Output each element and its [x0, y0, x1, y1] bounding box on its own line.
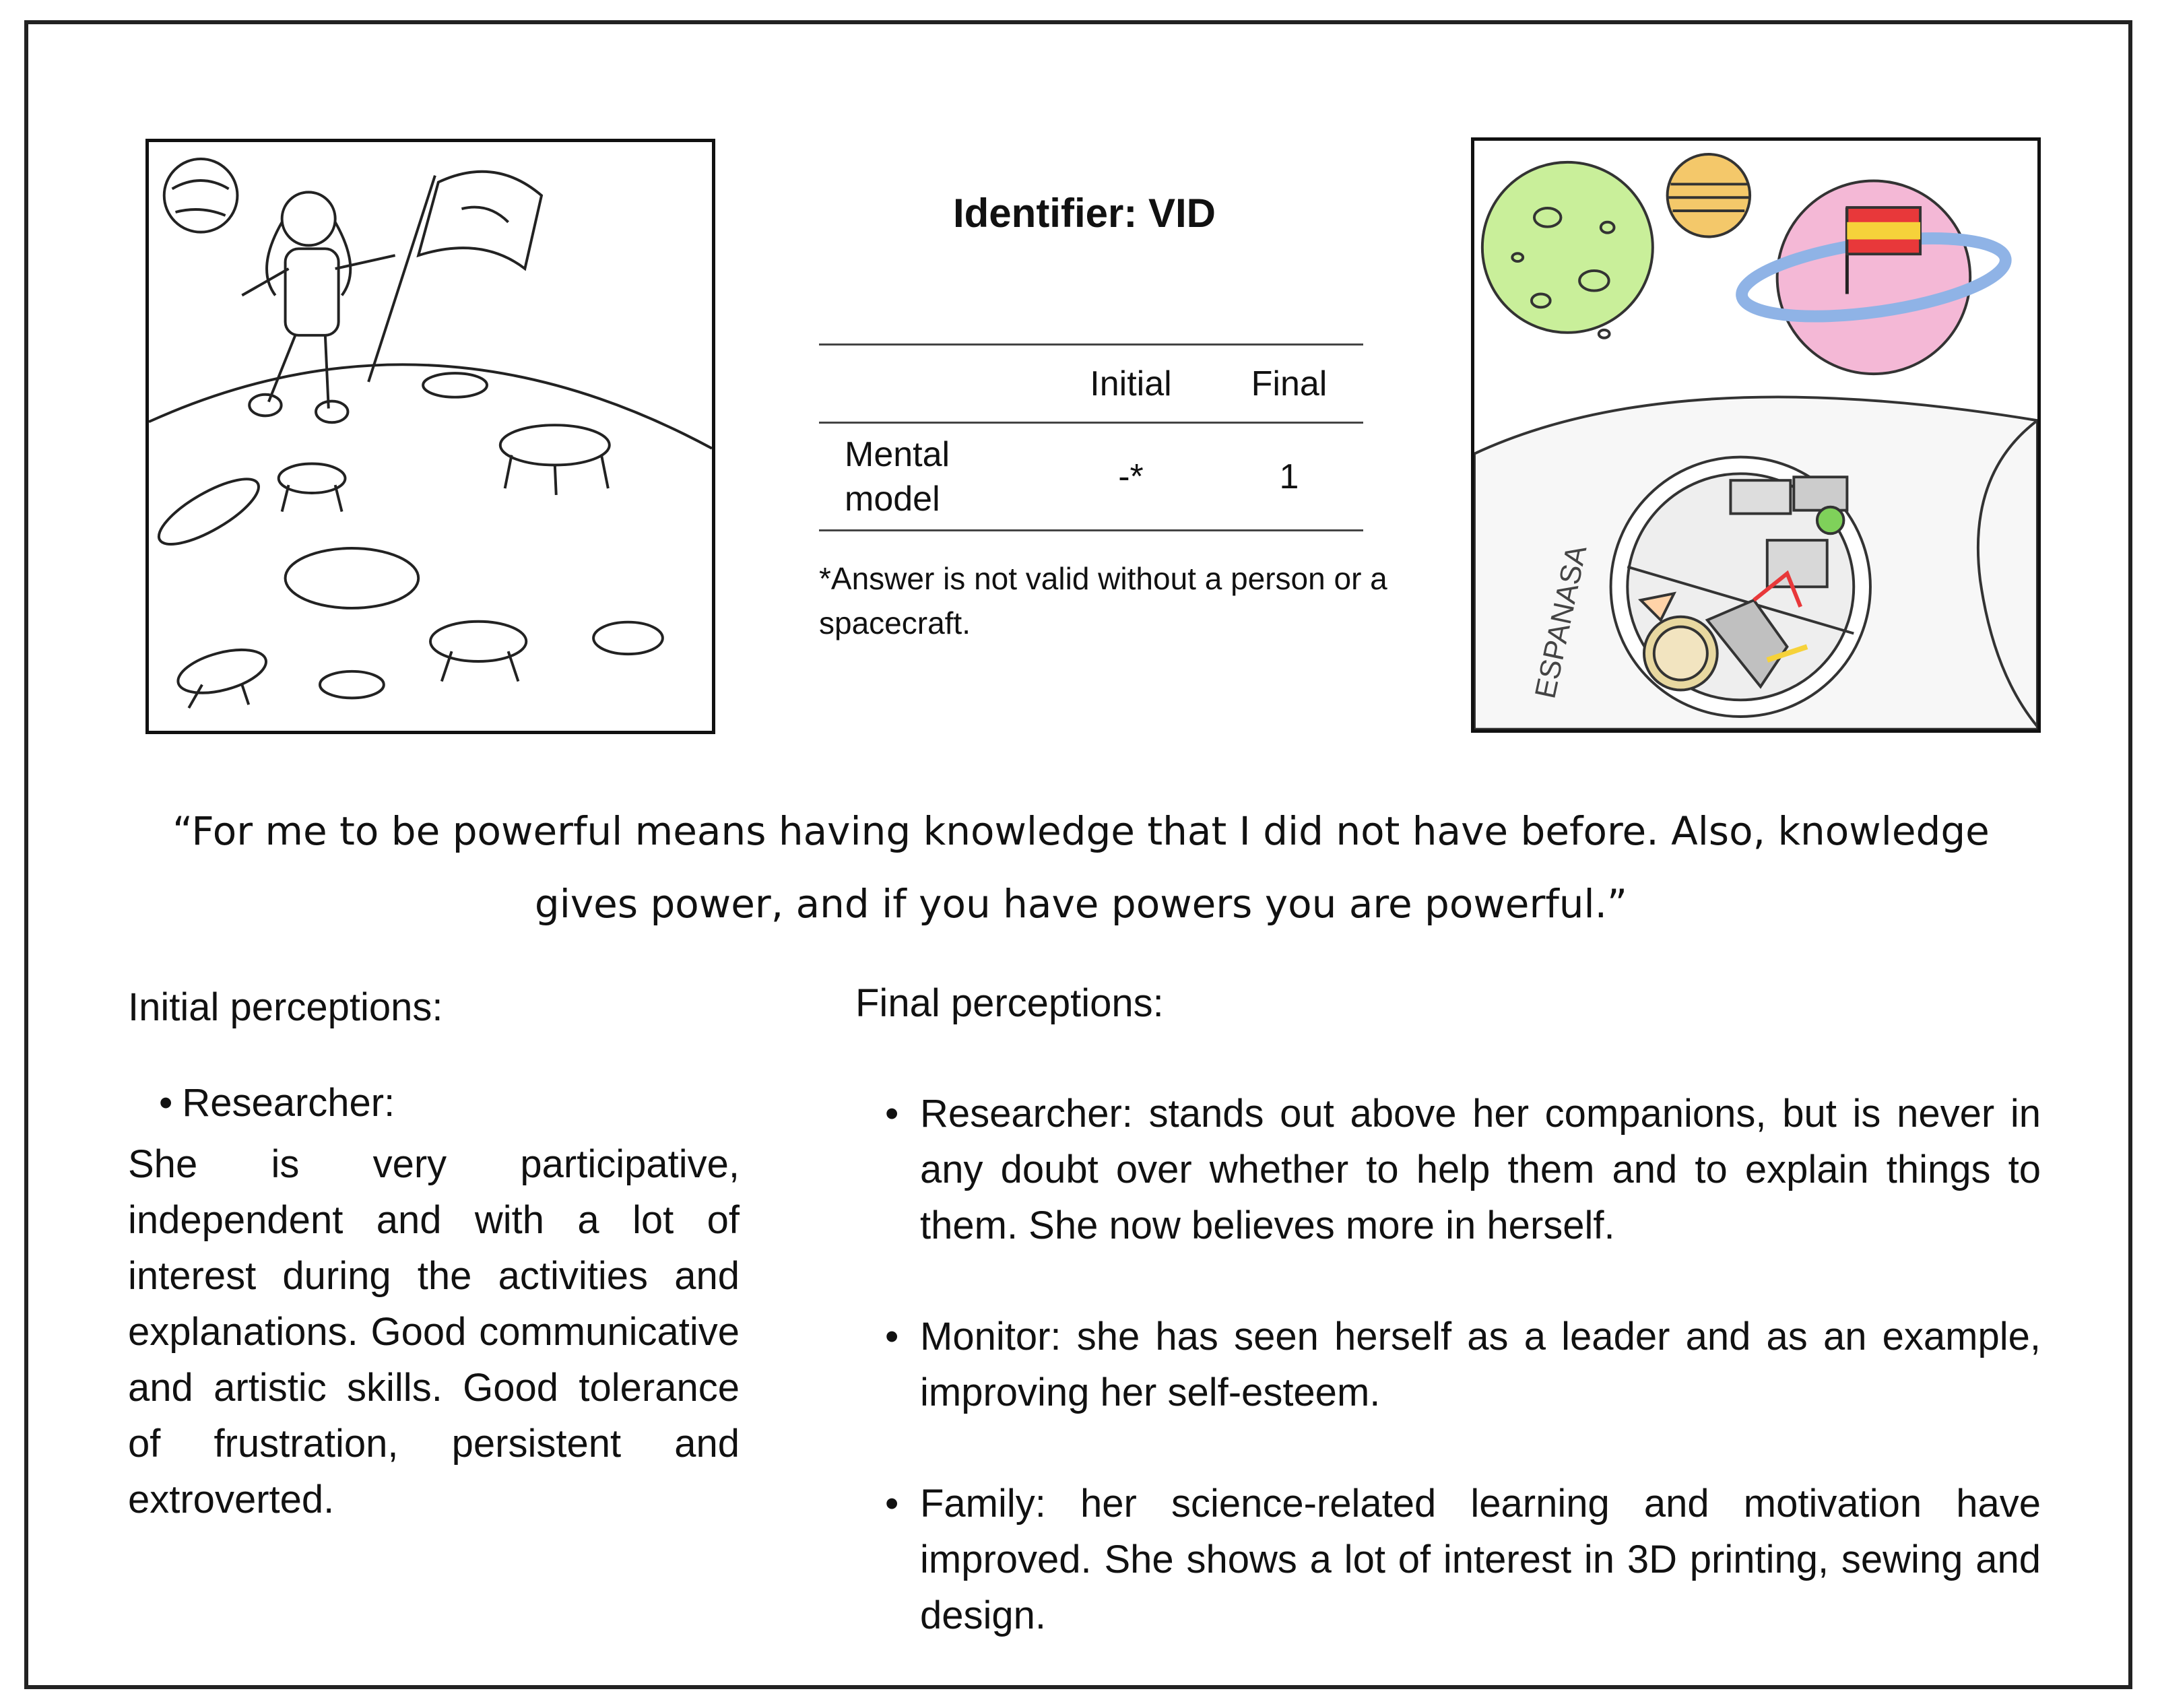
- initial-bullet: [159, 1080, 395, 1125]
- moon-astronaut-sketch: [149, 142, 712, 731]
- row-label: Mental model: [845, 434, 950, 519]
- bullet-icon: •: [159, 1081, 173, 1125]
- list-item: • Researcher: stands out above her companions, but is never in any doubt over whether to help them and to explain things to them. She now believes more in herself.: [882, 1086, 2041, 1253]
- list-item: • Monitor: she has seen herself as a leader and as an example, improving her self-esteem.: [882, 1309, 2041, 1420]
- table-header-final: Final: [1251, 364, 1328, 403]
- identifier-title: Identifier: VID: [952, 191, 1216, 236]
- row-final-value: 1: [1279, 457, 1299, 496]
- table-header-initial: Initial: [1090, 364, 1172, 403]
- final-perceptions-list: [882, 1086, 2041, 1699]
- table-row: [819, 423, 1363, 531]
- table-footnote: *Answer is not valid without a person or a spacecraft.: [819, 561, 1387, 640]
- table-header-cell: [819, 345, 1047, 423]
- final-perceptions-heading: Final perceptions:: [855, 981, 1164, 1025]
- initial-drawing: [145, 139, 715, 734]
- planets-spacecraft-drawing: [1474, 141, 2037, 729]
- row-initial-value: -*: [1118, 457, 1144, 496]
- mental-model-table: [819, 343, 1363, 531]
- table-header-row: [819, 345, 1363, 423]
- list-item: • Family: her science-related learning and motivation have improved. She shows a lot of interest in 3D printing, sewing and design.: [882, 1476, 2041, 1643]
- initial-perceptions-heading: Initial perceptions:: [128, 985, 443, 1029]
- final-drawing: [1471, 137, 2041, 733]
- drawing-signature: ESPANASA: [1529, 542, 1594, 702]
- initial-description: She is very participative, independent and with a lot of interest during the activities and explanations. Good communicative and artistic skills. Good tolerance of frustration, persistent and extroverted.: [128, 1142, 740, 1521]
- initial-bullet-label: Researcher:: [182, 1081, 395, 1125]
- student-quote: “For me to be powerful means having knowledge that I did not have before. Also, knowledge gives power, and if you have powers you are powerful.”: [172, 808, 1990, 927]
